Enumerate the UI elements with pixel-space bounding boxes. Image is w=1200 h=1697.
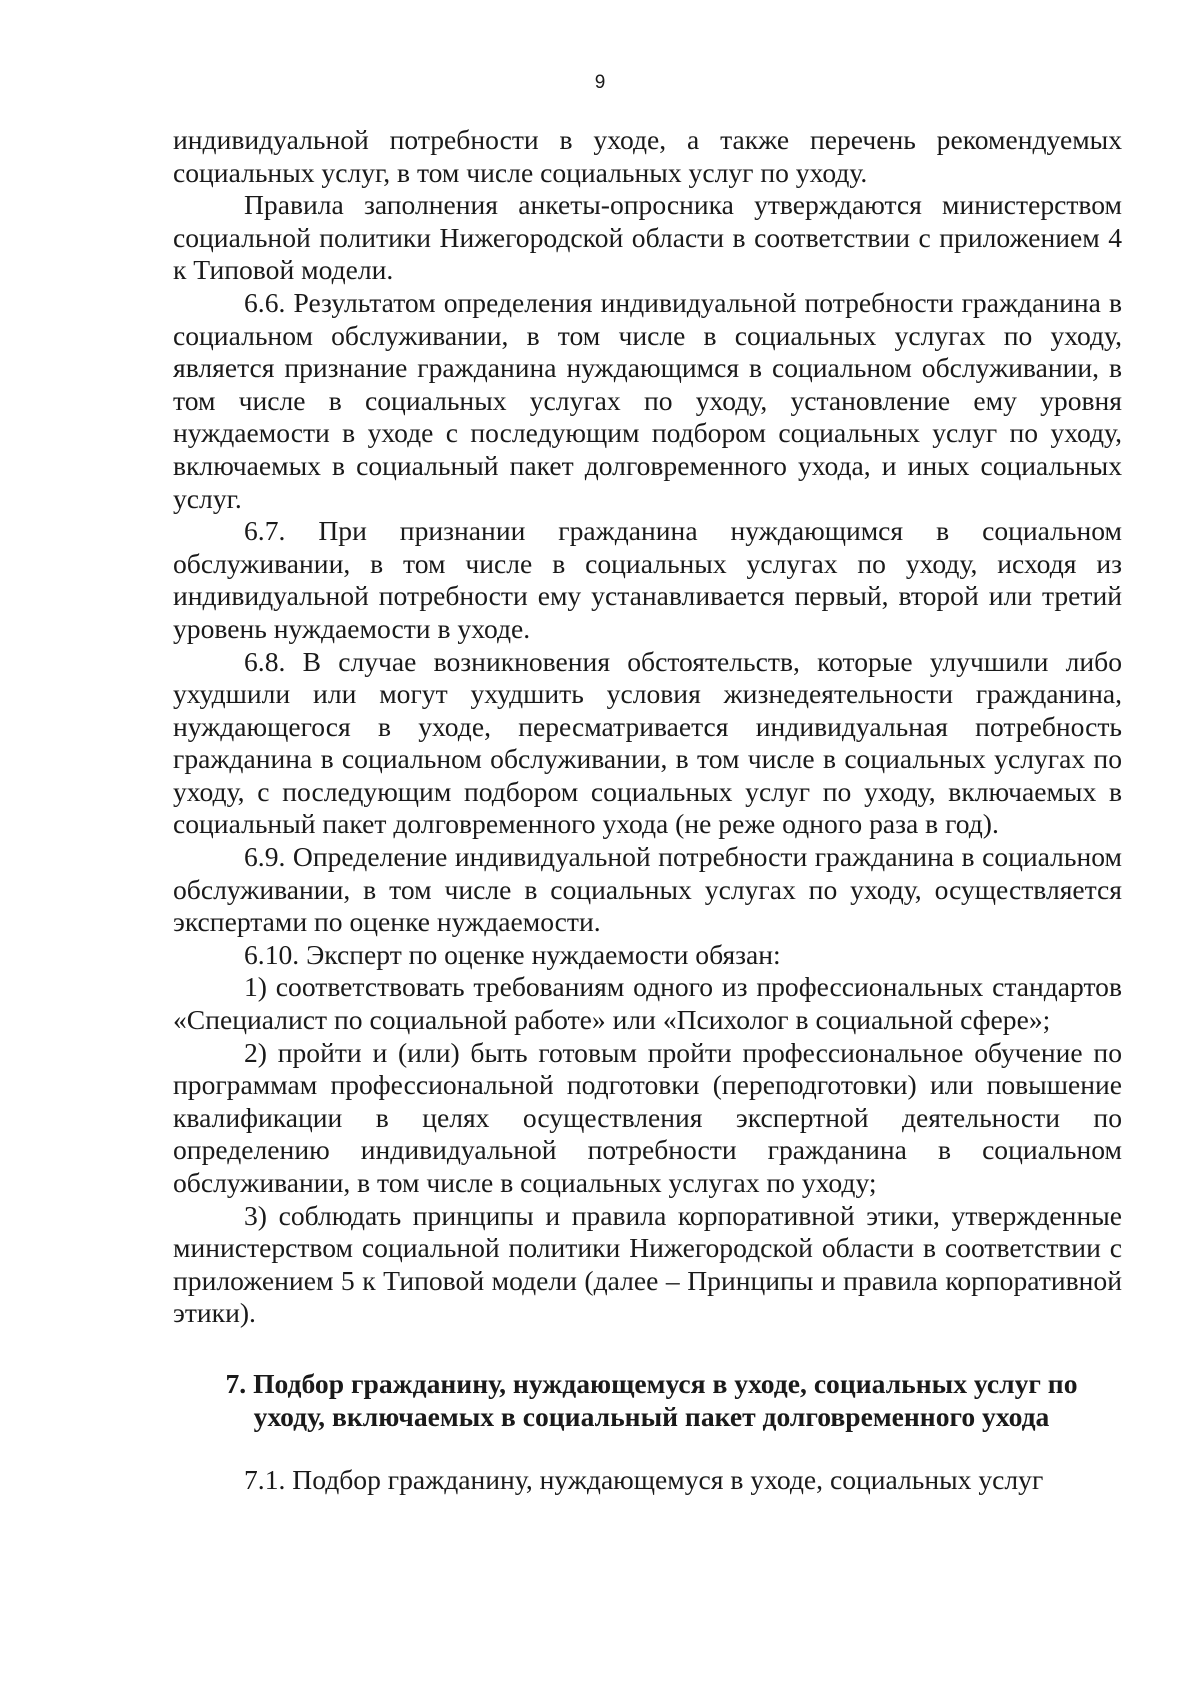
paragraph-6-10: 6.10. Эксперт по оценке нуждаемости обязан: <box>244 938 781 970</box>
document-body <box>173 124 1122 1497</box>
paragraph-6-8: 6.8. В случае возникновения обстоятельств, которые улучшили либо ухудшили или могут ухудшить условия жизнедеятельности гражданина, нуждающегося в уходе, пересматривается индивидуальная потребность гражданина в социальном обслуживании, в том числе в социальных услугах по уходу, с последующим подбором социальных услуг по уходу, включаемых в социальный пакет долговременного ухода (не реже одного раза в год). <box>173 645 1122 840</box>
section-7-heading: 7. Подбор гражданину, нуждающемуся в уходе, социальных услуг по уходу, включаемых в социальный пакет долговременного ухода <box>225 1367 1078 1432</box>
paragraph-continuation: индивидуальной потребности в уходе, а также перечень рекомендуемых социальных услуг, в том числе социальных услуг по уходу. <box>173 124 1122 188</box>
paragraph-7-1: 7.1. Подбор гражданину, нуждающемуся в уходе, социальных услуг <box>244 1464 1044 1496</box>
paragraph-6-6: 6.6. Результатом определения индивидуальной потребности гражданина в социальном обслуживании, в том числе в социальных услугах по уходу, является признание гражданина нуждающимся в социальном обслуживании, в том числе в социальных услугах по уходу, установление ему уровня нуждаемости в уходе с последующим подбором социальных услуг по уходу, включаемых в социальный пакет долговременного ухода, и иных социальных услуг. <box>173 286 1122 514</box>
list-item-1: 1) соответствовать требованиям одного из профессиональных стандартов «Специалист по социальной работе» или «Психолог в социальной сфере»; <box>173 971 1122 1036</box>
paragraph-rules: Правила заполнения анкеты-опросника утверждаются министерством социальной политики Нижегородской области в соответствии с приложением 4 к Типовой модели. <box>173 189 1122 286</box>
list-item-2: 2) пройти и (или) быть готовым пройти профессиональное обучение по программам профессиональной подготовки (переподготовки) или повышение квалификации в целях осуществления экспертной деятельности по определению индивидуальной потребности гражданина в социальном обслуживании, в том числе в социальных услугах по уходу; <box>173 1036 1122 1198</box>
list-item-3: 3) соблюдать принципы и правила корпоративной этики, утвержденные министерством социальной политики Нижегородской области в соответствии с приложением 5 к Типовой модели (далее – Принципы и правила корпоративной этики). <box>173 1199 1122 1329</box>
page-number: 9 <box>594 72 606 93</box>
paragraph-6-7: 6.7. При признании гражданина нуждающимся в социальном обслуживании, в том числе в социальных услугах по уходу, исходя из индивидуальной потребности ему устанавливается первый, второй или третий уровень нуждаемости в уходе. <box>173 515 1122 644</box>
paragraph-6-9: 6.9. Определение индивидуальной потребности гражданина в социальном обслуживании, в том числе в социальных услугах по уходу, осуществляется экспертами по оценке нуждаемости. <box>173 841 1122 938</box>
